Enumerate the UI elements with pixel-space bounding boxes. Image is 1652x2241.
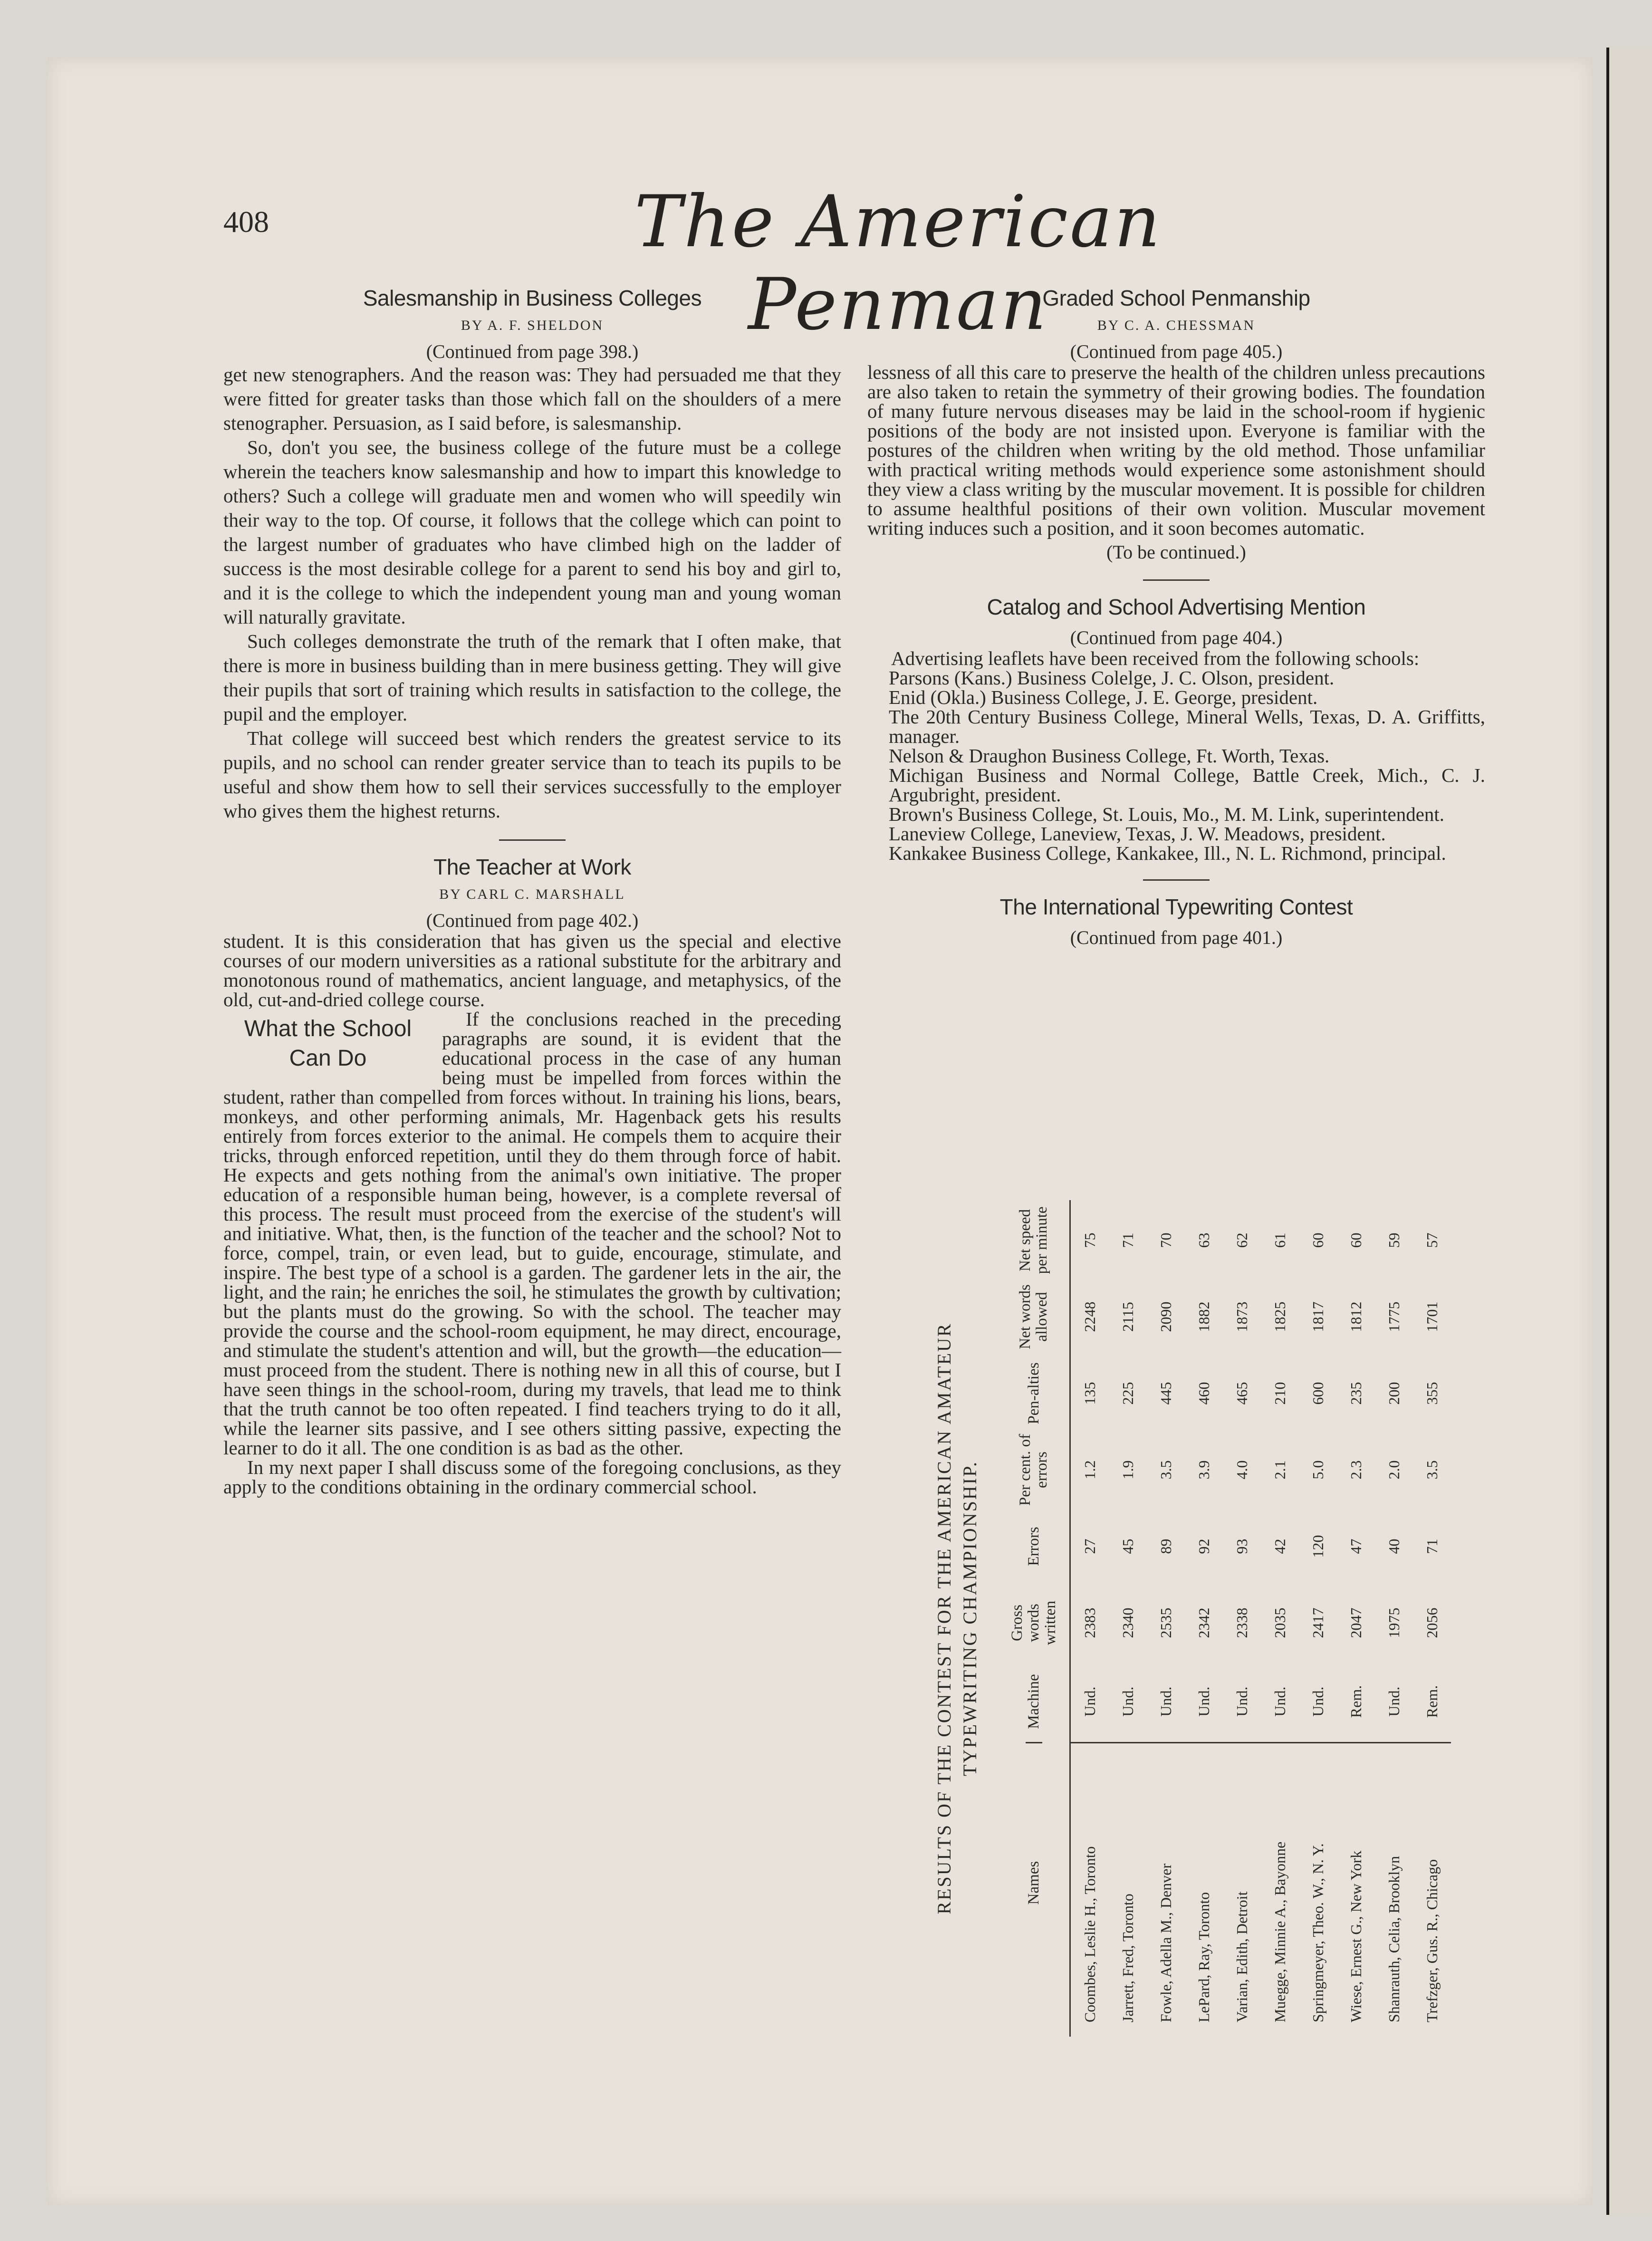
to-be-continued: (To be continued.) (1106, 541, 1246, 563)
school-entry: Nelson & Draughon Business College, Ft. Worth, Texas. (889, 745, 1330, 767)
cell-net-speed: 62 (1233, 1232, 1250, 1248)
cell-name: Springmeyer, Theo. W., N. Y. (1299, 1742, 1337, 2037)
table-row (1223, 1200, 1261, 2037)
cell-net-words: 1825 (1271, 1301, 1288, 1332)
article-title: Salesmanship in Business Colleges (363, 286, 702, 310)
cell-name: LePard, Ray, Toronto (1185, 1742, 1223, 2037)
continued-note: (Continued from page 401.) (1070, 927, 1283, 948)
cell-percent-errors: 3.5 (1157, 1460, 1174, 1480)
cell-percent-errors: 5.0 (1309, 1460, 1326, 1480)
school-entry: Michigan Business and Normal College, Battle Creek, Mich., C. J. Argubright, president. (889, 764, 1485, 806)
article-byline: BY CARL C. MARSHALL (439, 886, 625, 902)
school-entry: The 20th Century Business College, Mineral Wells, Texas, D. A. Griffitts, manager. (889, 706, 1485, 747)
continued-note: (Continued from page 404.) (1070, 627, 1283, 648)
cell-machine: Und. (1271, 1686, 1288, 1717)
cell-name: Wiese, Ernest G., New York (1337, 1742, 1375, 2037)
cell-errors: 45 (1119, 1539, 1136, 1554)
cell-gross-words: 2342 (1195, 1607, 1212, 1638)
cell-errors: 27 (1081, 1539, 1098, 1554)
cell-machine: Und. (1233, 1686, 1250, 1717)
cell-net-words: 1882 (1195, 1301, 1212, 1332)
side-heading-line: What the School (244, 1016, 412, 1041)
cell-gross-words: 2056 (1423, 1607, 1441, 1638)
cell-gross-words: 2047 (1347, 1607, 1364, 1638)
header-percent-errors: Per cent. of errors (1017, 1433, 1050, 1506)
school-entry: Parsons (Kans.) Business Colelge, J. C. Olson, president. (889, 667, 1335, 689)
header-net-speed: Net speed per minute (1017, 1206, 1050, 1274)
article-byline: BY A. F. SHELDON (461, 317, 604, 333)
cell-gross-words: 2535 (1157, 1607, 1174, 1638)
header-gross-words: Gross words written (1008, 1600, 1059, 1645)
cell-name: Varian, Edith, Detroit (1223, 1742, 1261, 2037)
paragraph: Advertising leaflets have been received from the following schools: (891, 647, 1420, 669)
side-heading (223, 1014, 432, 1073)
paragraph: get new stenographers. And the reason was: They had persuaded me that they were fitted for greater tasks than those which fall on the shoulders of a mere stenographer. Persuasion, as I said before, is salesmanship. (223, 364, 841, 434)
caption-line: RESULTS OF THE CONTEST FOR THE AMERICAN AMATEUR (933, 1322, 955, 1914)
cell-penalties: 210 (1271, 1382, 1288, 1405)
cell-net-speed: 59 (1385, 1232, 1402, 1248)
article-catalog (867, 594, 1485, 863)
cell-name: Shanrauth, Celia, Brooklyn (1375, 1742, 1413, 2037)
cell-penalties: 235 (1347, 1382, 1364, 1405)
cell-penalties: 225 (1119, 1382, 1136, 1405)
table-caption (932, 1200, 983, 2037)
cell-percent-errors: 2.1 (1271, 1460, 1288, 1480)
cell-net-speed: 63 (1195, 1232, 1212, 1248)
page-number: 408 (223, 205, 269, 239)
header-errors: Errors (1025, 1527, 1042, 1566)
cell-machine: Und. (1385, 1686, 1402, 1717)
cell-gross-words: 2035 (1271, 1607, 1288, 1638)
table-row (1109, 1200, 1147, 2037)
continued-note: (Continued from page 402.) (426, 910, 639, 931)
side-heading-line: Can Do (289, 1046, 367, 1071)
cell-errors: 40 (1385, 1539, 1402, 1554)
header-net-words: Net words allowed (1017, 1284, 1050, 1349)
cell-net-speed: 75 (1081, 1232, 1098, 1248)
cell-percent-errors: 4.0 (1233, 1460, 1250, 1480)
continued-note: (Continued from page 405.) (1070, 341, 1283, 362)
cell-net-words: 1775 (1385, 1301, 1402, 1332)
cell-machine: Und. (1157, 1686, 1174, 1717)
header-names: Names (1026, 1742, 1042, 2037)
paragraph: lessness of all this care to preserve the health of the children unless precautions are also taken to retain the symmetry of their growing bodies. The foundation of many future nervous diseases may be laid in the school-room if hygienic positions of the body are not insisted upon. Everyone is familiar with the postures of the children when writing by the old method. Those unfamiliar with practical writing methods would experience some astonishment should they view a class writing by the muscular movement. It is possible for children to assume healthful positions of their own volition. Muscular movement writing induces such a position, and it soon becomes automatic. (867, 361, 1485, 539)
results-table-rotated (917, 1200, 1469, 2037)
cell-name: Fowle, Adella M., Denver (1147, 1742, 1185, 2037)
table-row (1413, 1200, 1451, 2037)
cell-name: Trefzger, Gus. R., Chicago (1413, 1742, 1451, 2037)
paragraph: In my next paper I shall discuss some of the foregoing conclusions, as they apply to the conditions obtaining in the ordinary commercial school. (223, 1456, 841, 1498)
cell-machine: Und. (1119, 1686, 1136, 1717)
cell-errors: 47 (1347, 1539, 1364, 1554)
paragraph: If the conclusions reached in the preceding paragraphs are sound, it is evident that the educational process in the case of any human being must be impelled from forces within the student, rather than compelled from forces without. In training his lions, bears, monkeys, and other performing animals, Mr. Hagenback gets his results entirely from forces exterior to the animal. He compels them to acquire their tricks, through enforced repetition, until they do them through force of habit. He expects and gets nothing from the animal's own initiative. The proper education of a responsible human being, however, is a complete reversal of this process. The result must proceed from the exercise of the student's will and initiative. What, then, is the function of the teacher and the school? Not to force, compel, train, or even lead, but to guide, encourage, stimulate, and inspire. The best type of a school is a garden. The gardener lets in the air, the light, and the rain; he enriches the soil, he stimulates the growth by cultivation; but the plants must do the growing. So with the school. The teacher may provide the course and the school-room equipment, he may direct, encourage, and stimulate the student's attention and will, but the growth—the education—must proceed from the student. There is nothing new in all this of course, but I have seen things in the school-room, during my travels, that lead me to think that the truth cannot be too often repeated. I find teachers trying to do it all, while the learner sits passive, and I see others sitting passive, expecting the learner to do it all. The one condition is as bad as the other. (223, 1008, 841, 1459)
table-row (1337, 1200, 1375, 2037)
cell-percent-errors: 3.9 (1195, 1460, 1212, 1480)
cell-percent-errors: 2.3 (1347, 1460, 1364, 1480)
school-entry: Laneview College, Laneview, Texas, J. W. Meadows, president. (889, 823, 1386, 845)
article-title: Catalog and School Advertising Mention (987, 595, 1366, 619)
cell-net-speed: 60 (1309, 1232, 1326, 1248)
table-header-row (998, 1200, 1071, 2037)
paragraph: Such colleges demonstrate the truth of the remark that I often make, that there is more in business building than in mere business getting. They will give their pupils that sort of training which results in satisfaction to the college, the pupil and the employer. (223, 630, 841, 725)
paragraph: So, don't you see, the business college of the future must be a college wherein the teachers know salesmanship and how to impart this knowledge to others? Such a college will graduate men and women who will speedily win their way to the top. Of course, it follows that the college which can point to the largest number of graduates who have climbed high on the ladder of success is the most desirable college for a parent to send his boy and girl to, and it is the college to which the independent young man and young woman will naturally gravitate. (223, 436, 841, 628)
cell-name: Muegge, Minnie A., Bayonne (1261, 1742, 1299, 2037)
results-table-area (917, 1200, 1469, 2037)
cell-penalties: 200 (1385, 1382, 1402, 1405)
cell-machine: Und. (1195, 1686, 1212, 1717)
cell-penalties: 460 (1195, 1382, 1212, 1405)
table-rows (1071, 1200, 1451, 2037)
cell-penalties: 600 (1309, 1382, 1326, 1405)
cell-net-speed: 61 (1271, 1232, 1288, 1248)
header-penalties: Pen-alties (1025, 1362, 1042, 1424)
cell-net-words: 2248 (1081, 1301, 1098, 1332)
cell-net-speed: 71 (1119, 1232, 1136, 1248)
article-teacher-at-work (223, 854, 841, 1497)
cell-errors: 93 (1233, 1539, 1250, 1554)
cell-name: Jarrett, Fred, Toronto (1109, 1742, 1147, 2037)
cell-net-words: 1873 (1233, 1301, 1250, 1332)
article-graded-school (867, 285, 1485, 563)
article-salesmanship (223, 285, 841, 823)
header-machine: Machine (1025, 1674, 1042, 1729)
continued-note: (Continued from page 398.) (426, 341, 639, 362)
table-row (1071, 1200, 1109, 2037)
right-column (867, 285, 1485, 949)
article-byline: BY C. A. CHESSMAN (1097, 317, 1256, 333)
cell-net-speed: 57 (1423, 1232, 1441, 1248)
cell-gross-words: 2417 (1309, 1607, 1326, 1638)
cell-net-words: 2090 (1157, 1301, 1174, 1332)
cell-errors: 71 (1423, 1539, 1441, 1554)
cell-penalties: 445 (1157, 1382, 1174, 1405)
cell-errors: 89 (1157, 1539, 1174, 1554)
left-column (223, 285, 841, 1497)
cell-percent-errors: 2.0 (1385, 1460, 1402, 1480)
table-row (1299, 1200, 1337, 2037)
cell-gross-words: 2338 (1233, 1607, 1250, 1638)
cell-net-words: 1817 (1309, 1301, 1326, 1332)
cell-machine: Und. (1309, 1686, 1326, 1717)
table-row (1147, 1200, 1185, 2037)
section-divider (1143, 579, 1210, 581)
cell-penalties: 465 (1233, 1382, 1250, 1405)
cell-errors: 92 (1195, 1539, 1212, 1554)
article-title: The International Typewriting Contest (999, 894, 1353, 919)
cell-gross-words: 2340 (1119, 1607, 1136, 1638)
school-entry: Kankakee Business College, Kankakee, Ill., N. L. Richmond, principal. (889, 842, 1446, 864)
section-divider (1143, 879, 1210, 881)
cell-machine: Rem. (1423, 1685, 1441, 1718)
next-page-edge (1606, 48, 1652, 2215)
cell-errors: 120 (1309, 1535, 1326, 1558)
school-entry: Brown's Business College, St. Louis, Mo., M. M. Link, superintendent. (889, 803, 1445, 825)
cell-net-speed: 60 (1347, 1232, 1364, 1248)
school-entry: Enid (Okla.) Business College, J. E. George, president. (889, 686, 1318, 708)
table-row (1261, 1200, 1299, 2037)
cell-net-words: 1701 (1423, 1301, 1441, 1332)
article-title: The Teacher at Work (433, 855, 631, 879)
cell-net-speed: 70 (1157, 1232, 1174, 1248)
table-row (1375, 1200, 1413, 2037)
cell-percent-errors: 3.5 (1423, 1460, 1441, 1480)
section-divider (499, 839, 566, 841)
cell-penalties: 135 (1081, 1382, 1098, 1405)
cell-machine: Rem. (1347, 1685, 1364, 1718)
cell-name: Coombes, Leslie H., Toronto (1071, 1742, 1109, 2037)
article-title: Graded School Penmanship (1042, 286, 1310, 310)
table-row (1185, 1200, 1223, 2037)
masthead-title: The American Penman (634, 181, 1162, 346)
cell-errors: 42 (1271, 1539, 1288, 1554)
results-table (998, 1200, 1451, 2037)
cell-penalties: 355 (1423, 1382, 1441, 1405)
paragraph: student. It is this consideration that has given us the special and elective courses of our modern universities as a rational substitute for the arbitrary and monotonous round of mathematics, ancient language, and metaphysics, of the old, cut-and-dried college course. (223, 930, 841, 1010)
article-typewriting-contest (867, 894, 1485, 949)
cell-percent-errors: 1.2 (1081, 1460, 1098, 1480)
cell-gross-words: 2383 (1081, 1607, 1098, 1638)
caption-line: TYPEWRITING CHAMPIONSHIP. (959, 1461, 980, 1776)
cell-net-words: 2115 (1119, 1302, 1136, 1332)
cell-gross-words: 1975 (1385, 1607, 1402, 1638)
cell-percent-errors: 1.9 (1119, 1460, 1136, 1480)
cell-machine: Und. (1081, 1686, 1098, 1717)
paragraph: That college will succeed best which renders the greatest service to its pupils, and no school can render greater service than to teach its pupils to be useful and show them how to sell their services successfully to the employer who gives them the highest returns. (223, 727, 841, 822)
cell-net-words: 1812 (1347, 1301, 1364, 1332)
